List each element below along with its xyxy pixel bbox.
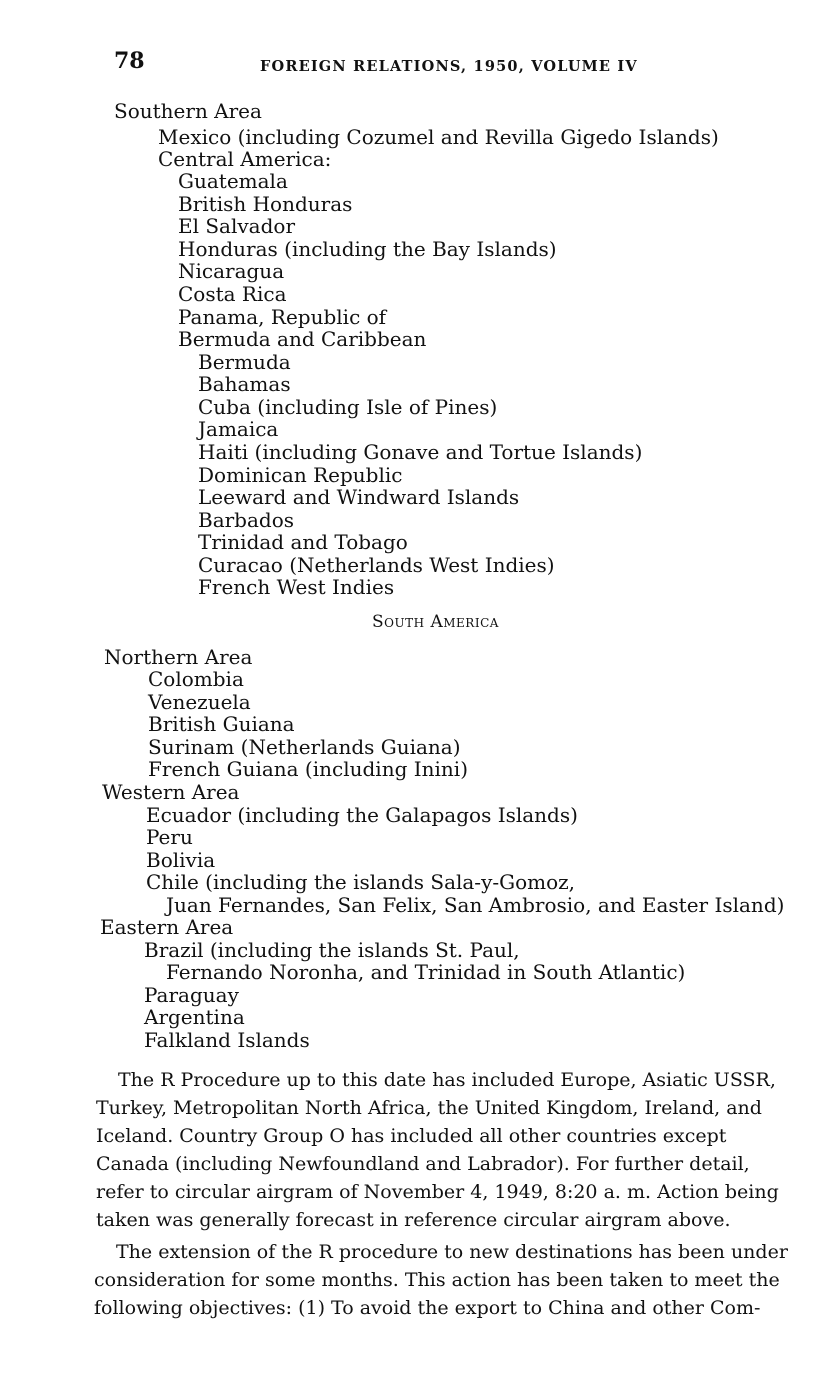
list-item: Nicaragua [178, 259, 285, 283]
list-item: French West Indies [198, 575, 395, 599]
list-item: Costa Rica [178, 282, 287, 306]
paragraph-line: Canada (including Newfoundland and Labrador). For further detail, [96, 1153, 750, 1175]
list-item: Trinidad and Tobago [198, 530, 408, 554]
southern-area-heading: Southern Area [114, 99, 262, 123]
list-item: Bermuda [198, 350, 291, 374]
list-item: Surinam (Netherlands Guiana) [148, 735, 461, 759]
list-item: Cuba (including Isle of Pines) [198, 395, 498, 419]
list-item: Venezuela [148, 690, 251, 714]
paragraph-line: refer to circular airgram of November 4, 1949, 8:20 a. m. Action being [96, 1181, 779, 1203]
list-item: Dominican Republic [198, 463, 403, 487]
list-item: Jamaica [198, 417, 279, 441]
list-item: Bahamas [198, 372, 291, 396]
list-item: Bolivia [146, 848, 216, 872]
list-item: Leeward and Windward Islands [198, 485, 520, 509]
list-item: Juan Fernandes, San Felix, San Ambrosio, and Easter Island) [166, 893, 785, 917]
paragraph-line: following objectives: (1) To avoid the export to China and other Com- [94, 1297, 761, 1319]
list-item: Peru [146, 825, 193, 849]
mexico-line: Mexico (including Cozumel and Revilla Gigedo Islands) [158, 125, 719, 149]
list-item: Panama, Republic of [178, 305, 387, 329]
list-item: Chile (including the islands Sala-y-Gomoz, [146, 870, 576, 894]
list-item: Bermuda and Caribbean [178, 327, 427, 351]
list-item: British Honduras [178, 192, 353, 216]
list-item: Colombia [148, 667, 244, 691]
central-america-heading: Central America: [158, 147, 332, 171]
northern-area-heading: Northern Area [104, 645, 253, 669]
paragraph-line: consideration for some months. This action has been taken to meet the [94, 1269, 780, 1291]
list-item: Guatemala [178, 169, 288, 193]
list-item: Paraguay [144, 983, 239, 1007]
list-item: Falkland Islands [144, 1028, 310, 1052]
paragraph-line: taken was generally forecast in reference circular airgram above. [96, 1209, 731, 1231]
paragraph-line: The extension of the R procedure to new destinations has been under [116, 1241, 788, 1263]
list-item: Brazil (including the islands St. Paul, [144, 938, 520, 962]
list-item: Argentina [144, 1005, 245, 1029]
list-item: Curacao (Netherlands West Indies) [198, 553, 555, 577]
paragraph-line: The R Procedure up to this date has included Europe, Asiatic USSR, [118, 1069, 776, 1091]
list-item: El Salvador [178, 214, 296, 238]
running-head: FOREIGN RELATIONS, 1950, VOLUME IV [260, 58, 638, 75]
list-item: Fernando Noronha, and Trinidad in South Atlantic) [166, 960, 686, 984]
list-item: Barbados [198, 508, 295, 532]
list-item: British Guiana [148, 712, 295, 736]
page-number: 78 [114, 48, 145, 74]
list-item: Ecuador (including the Galapagos Islands) [146, 803, 578, 827]
list-item: French Guiana (including Inini) [148, 757, 468, 781]
paragraph-line: Turkey, Metropolitan North Africa, the United Kingdom, Ireland, and [96, 1097, 762, 1119]
page-header [114, 48, 714, 82]
list-item: Honduras (including the Bay Islands) [178, 237, 557, 261]
section-heading: South America [372, 612, 499, 632]
list-item: Haiti (including Gonave and Tortue Islands) [198, 440, 643, 464]
paragraph-line: Iceland. Country Group O has included all other countries except [96, 1125, 727, 1147]
western-area-heading: Western Area [102, 780, 240, 804]
eastern-area-heading: Eastern Area [100, 915, 234, 939]
